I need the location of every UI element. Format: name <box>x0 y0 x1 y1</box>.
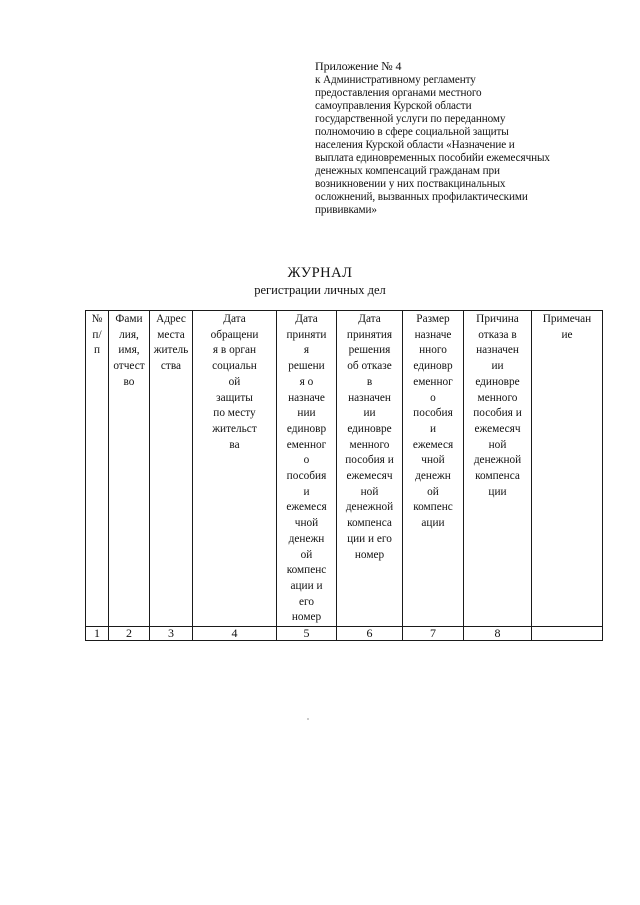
column-number-row <box>86 627 603 641</box>
journal-table <box>85 310 603 641</box>
column-header-number: № п/ п <box>86 311 109 627</box>
appendix-line: осложнений, вызванных профилактическими <box>315 191 528 203</box>
column-header-refusal-reason: Причина отказа в назначен ии единовре менного пособия и ежемесяч ной денежной компенса ции <box>464 311 532 627</box>
column-number: 2 <box>109 627 150 641</box>
column-number <box>532 627 603 641</box>
column-header-application-date: Дата обращени я в орган социальн ой защиты по месту жительст ва <box>193 311 277 627</box>
appendix-title: Приложение № 4 <box>315 59 402 73</box>
appendix-line: прививками» <box>315 204 377 216</box>
appendix-line: выплата единовременных пособийи ежемесячных <box>315 152 550 164</box>
journal-subtitle: регистрации личных дел <box>254 283 386 297</box>
appendix-line: возникновении у них поствакцинальных <box>315 178 506 190</box>
column-number: 6 <box>337 627 403 641</box>
column-number: 5 <box>277 627 337 641</box>
journal-title: ЖУРНАЛ <box>287 265 353 281</box>
appendix-line: денежных компенсаций гражданам при <box>315 165 500 177</box>
column-number: 4 <box>193 627 277 641</box>
column-number: 7 <box>403 627 464 641</box>
appendix-line: самоуправления Курской области <box>315 100 472 112</box>
appendix-line: к Административному регламенту <box>315 74 476 86</box>
header-row <box>86 311 603 627</box>
appendix-line: предоставления органами местного <box>315 87 482 99</box>
column-header-address: Адрес места житель ства <box>150 311 193 627</box>
column-number: 8 <box>464 627 532 641</box>
appendix-line: полномочию в сфере социальной защиты <box>315 126 509 138</box>
column-header-full-name: Фами лия, имя, отчест во <box>109 311 150 627</box>
column-header-note: Примечан ие <box>532 311 603 627</box>
appendix-line: государственной услуги по переданному <box>315 113 506 125</box>
column-header-assignment-decision: Дата приняти я решени я о назначе нии единовр еменног о пособия и ежемеся чной денежн ой компенс ации и его номер <box>277 311 337 627</box>
column-header-refusal-decision: Дата принятия решения об отказе в назначен ии единовре менного пособия и ежемесяч ной денежной компенса ции и его номер <box>337 311 403 627</box>
column-number: 3 <box>150 627 193 641</box>
column-number: 1 <box>86 627 109 641</box>
scan-artifact <box>307 718 309 720</box>
appendix-line: населения Курской области «Назначение и <box>315 139 515 151</box>
appendix-block <box>315 60 585 217</box>
column-header-amount: Размер назначе нного единовр еменног о пособия и ежемеся чной денежн ой компенс ации <box>403 311 464 627</box>
